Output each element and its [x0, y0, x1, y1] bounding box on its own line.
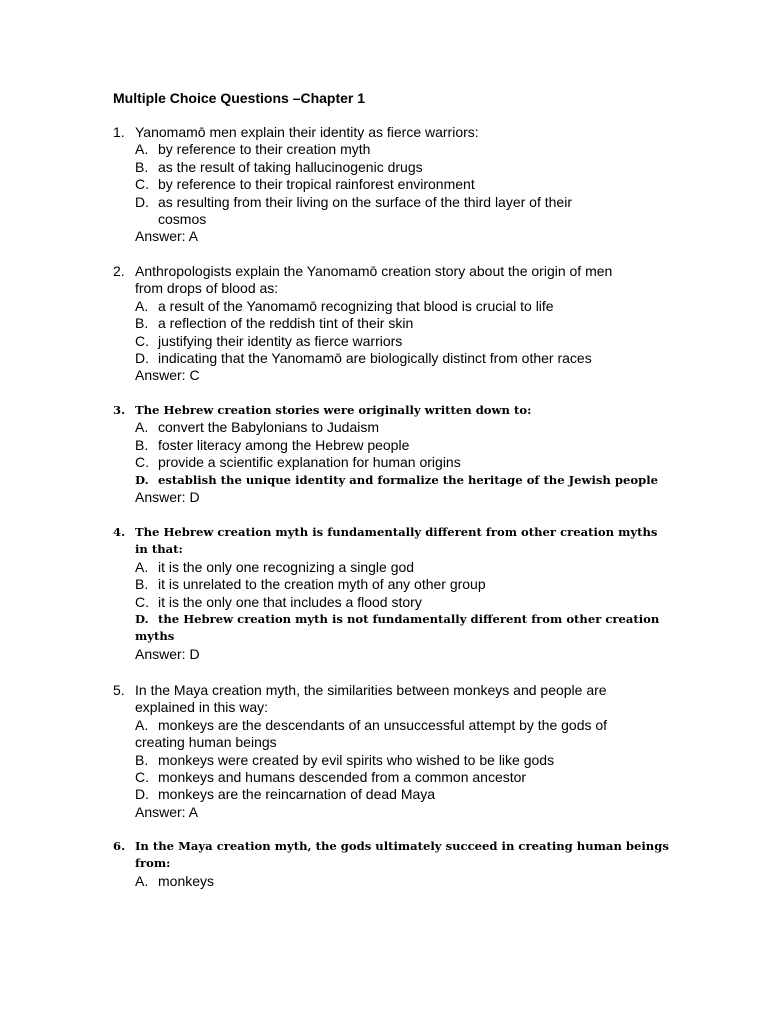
option-text: foster literacy among the Hebrew people: [158, 436, 410, 453]
option-letter: C.: [135, 593, 149, 610]
option-letter: B.: [135, 576, 149, 593]
option-text: monkeys are the reincarnation of dead Maya: [158, 786, 436, 803]
answer-line: Answer: A: [135, 803, 199, 820]
option-text: as resulting from their living on the surface of the third layer of their: [158, 193, 572, 210]
question-text: Anthropologists explain the Yanomamō creation story about the origin of men: [135, 263, 613, 279]
option-text: creating human beings: [135, 734, 277, 751]
option-text: convert the Babylonians to Judaism: [158, 419, 380, 436]
page-title: Multiple Choice Questions –Chapter 1: [113, 90, 366, 106]
option-letter: B.: [135, 158, 149, 175]
question-text: The Hebrew creation stories were originally written down to:: [135, 403, 532, 417]
option-text: it is the only one that includes a flood story: [158, 593, 422, 610]
option-letter: C.: [135, 768, 149, 785]
option-text: indicating that the Yanomamō are biologically distinct from other races: [158, 349, 592, 366]
question-text: Yanomamō men explain their identity as fierce warriors:: [135, 124, 479, 140]
option-letter: A.: [135, 558, 149, 575]
option-text: by reference to their creation myth: [158, 141, 371, 158]
option-text: monkeys are the descendants of an unsuccessful attempt by the gods of: [158, 716, 608, 733]
question-text: In the Maya creation myth, the gods ultimately succeed in creating human beings: [135, 839, 669, 853]
question-number: 5.: [113, 682, 125, 698]
answer-line: Answer: D: [135, 645, 200, 662]
option-letter: B.: [135, 436, 149, 453]
option-text: establish the unique identity and formalize the heritage of the Jewish people: [158, 472, 658, 487]
question-text: in that:: [135, 542, 183, 557]
option-text: provide a scientific explanation for human origins: [158, 454, 461, 471]
option-text: justifying their identity as fierce warriors: [158, 332, 403, 349]
question-text: The Hebrew creation myth is fundamentally different from other creation myths: [135, 525, 658, 539]
option-letter: A.: [135, 141, 149, 158]
question-number: 1.: [113, 124, 125, 140]
option-text: it is unrelated to the creation myth of any other group: [158, 576, 486, 593]
option-letter: A.: [135, 872, 149, 889]
option-letter: C.: [135, 332, 149, 349]
question-number: 2.: [113, 263, 125, 279]
answer-line: Answer: C: [135, 367, 200, 384]
option-text: it is the only one recognizing a single god: [158, 558, 415, 575]
question-text: In the Maya creation myth, the similarities between monkeys and people are: [135, 682, 607, 698]
answer-line: Answer: D: [135, 488, 200, 505]
question-text: from drops of blood as:: [135, 280, 279, 297]
option-letter: B.: [135, 751, 149, 768]
option-letter: A.: [135, 716, 149, 733]
option-letter: B.: [135, 315, 149, 332]
option-text: the Hebrew creation myth is not fundamentally different from other creation: [158, 611, 660, 626]
question-number: 4.: [113, 525, 126, 539]
question-number: 6.: [113, 839, 126, 853]
question-2: [113, 263, 673, 385]
option-text: a reflection of the reddish tint of their skin: [158, 315, 414, 332]
option-letter: C.: [135, 454, 149, 471]
option-text: monkeys and humans descended from a common ancestor: [158, 768, 527, 785]
option-text: by reference to their tropical rainforest environment: [158, 176, 475, 193]
option-letter: D.: [135, 786, 149, 803]
option-letter: D.: [135, 611, 149, 626]
option-text: a result of the Yanomamō recognizing that blood is crucial to life: [158, 297, 554, 314]
question-6: [113, 838, 673, 890]
option-letter: C.: [135, 176, 149, 193]
option-letter: D.: [135, 349, 149, 366]
question-4: [113, 524, 673, 663]
option-letter: A.: [135, 419, 149, 436]
question-1: [113, 124, 673, 246]
option-text: monkeys were created by evil spirits who wished to be like gods: [158, 751, 555, 768]
question-text: from:: [135, 856, 171, 871]
option-letter: D.: [135, 193, 149, 210]
option-text: myths: [135, 629, 175, 644]
option-text: monkeys: [158, 872, 215, 889]
question-number: 3.: [113, 403, 126, 417]
option-letter: D.: [135, 472, 149, 487]
question-text: explained in this way:: [135, 699, 269, 716]
question-5: [113, 682, 673, 821]
option-text: cosmos: [158, 210, 207, 227]
option-letter: A.: [135, 297, 149, 314]
answer-line: Answer: A: [135, 228, 199, 245]
question-3: [113, 402, 673, 506]
option-text: as the result of taking hallucinogenic drugs: [158, 158, 423, 175]
